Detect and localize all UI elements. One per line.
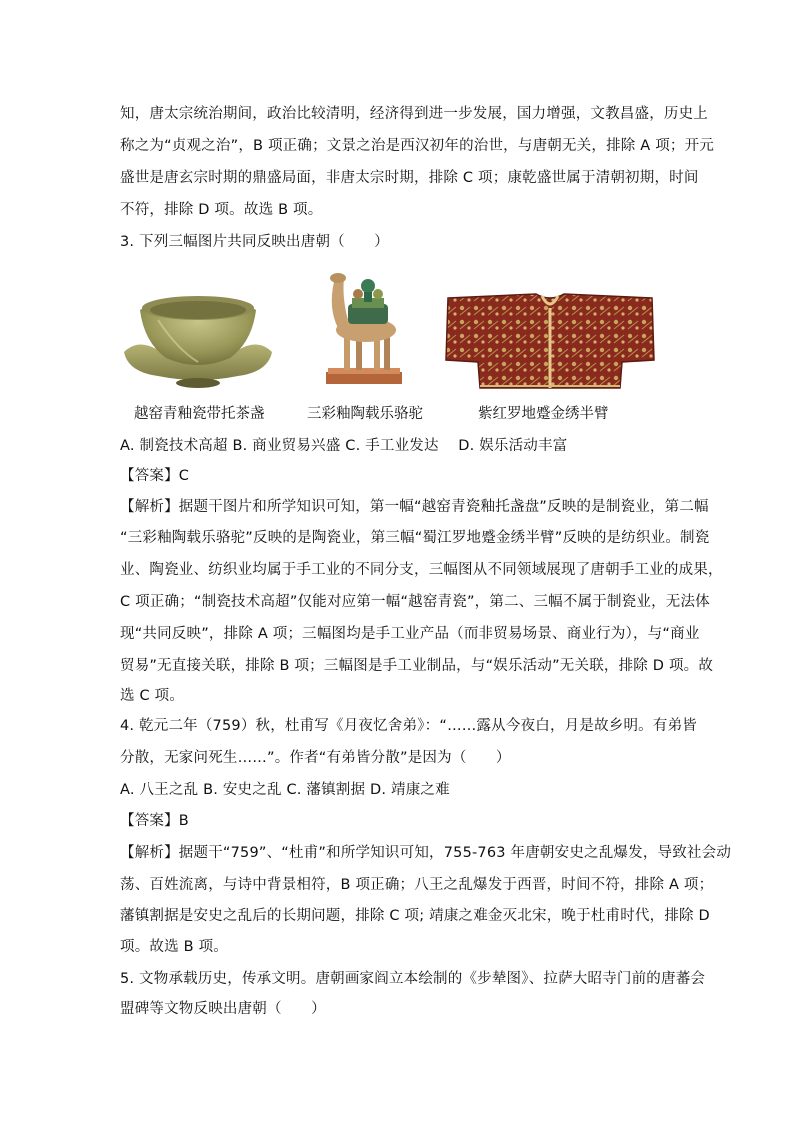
text-line: “三彩釉陶载乐骆驼”反映的是陶瓷业，第三幅“蜀江罗地蹙金绣半臂”反映的是纺织业。制瓷 xyxy=(120,530,710,546)
embroidered-half-sleeve-icon xyxy=(444,290,656,390)
text-line: 称之为“贞观之治”，B 项正确；文景之治是西汉初年的治世，与唐朝无关，排除 A 项；开元 xyxy=(120,138,715,154)
text-line: 知，唐太宗统治期间，政治比较清明，经济得到进一步发展，国力增强，文教昌盛，历史上 xyxy=(120,106,708,122)
tricolor-camel-icon xyxy=(318,268,410,388)
text-line: C 项正确；“制瓷技术高超”仅能对应第一幅“越窑青瓷”，第二、三幅不属于制瓷业，无法体 xyxy=(120,594,710,610)
question-5-stem: 5. 文物承载历史，传承文明。唐朝画家阎立本绘制的《步辇图》、拉萨大昭寺门前的唐蕃会 xyxy=(120,971,706,987)
question-3-stem: 3. 下列三幅图片共同反映出唐朝（ ） xyxy=(120,234,389,250)
analysis-line: 【解析】据题干“759”、“杜甫”和所学知识可知，755-763 年唐朝安史之乱爆发，导致社会动 xyxy=(120,845,732,861)
text-line: 盛世是唐玄宗时期的鼎盛局面，非唐太宗时期，排除 C 项；康乾盛世属于清朝初期，时间 xyxy=(120,170,699,186)
celadon-cup-image xyxy=(118,280,278,395)
text-line: 荡、百姓流离，与诗中背景相符，B 项正确；八王之乱爆发于西晋，时间不符，排除 A 项； xyxy=(120,877,714,893)
text-line: 贸易”无直接关联，排除 B 项；三幅图是手工业制品，与“娱乐活动”无关联，排除 D 项。故 xyxy=(120,658,714,674)
question-3-options: A. 制瓷技术高超 B. 商业贸易兴盛 C. 手工业发达 D. 娱乐活动丰富 xyxy=(120,438,568,454)
text-line: 选 C 项。 xyxy=(120,688,185,704)
analysis-line: 【解析】据题干图片和所学知识可知，第一幅“越窑青瓷釉托盏盘”反映的是制瓷业，第二幅 xyxy=(120,499,709,515)
celadon-cup-icon xyxy=(118,280,278,395)
text-line: 业、陶瓷业、纺织业均属于手工业的不同分支，三幅图从不同领域展现了唐朝手工业的成果， xyxy=(120,562,723,578)
text-line: 分散，无家问死生……”。作者“有弟皆分散”是因为（ ） xyxy=(120,750,511,766)
text-line: 盟碑等文物反映出唐朝（ ） xyxy=(120,1001,326,1017)
figure-caption-garment: 紫红罗地蹙金绣半臂 xyxy=(478,406,609,422)
embroidered-garment-image xyxy=(444,290,656,390)
figure-caption-camel: 三彩釉陶载乐骆驼 xyxy=(307,406,423,422)
text-line: 藩镇割据是安史之乱后的长期问题，排除 C 项; 靖康之难金灭北宋，晚于杜甫时代，排除 D xyxy=(120,908,710,924)
figure-caption-cup: 越窑青釉瓷带托茶盏 xyxy=(134,406,265,422)
text-line: 不符，排除 D 项。故选 B 项。 xyxy=(120,202,323,218)
answer-label: 【答案】C xyxy=(120,468,190,484)
question-4-options: A. 八王之乱 B. 安史之乱 C. 藩镇割据 D. 靖康之难 xyxy=(120,782,450,798)
text-line: 现“共同反映”，排除 A 项；三幅图均是手工业产品（而非贸易场景、商业行为），与“商业 xyxy=(120,626,700,642)
tricolor-camel-image xyxy=(318,268,410,388)
text-line: 项。故选 B 项。 xyxy=(120,939,228,955)
question-4-stem: 4. 乾元二年（759）秋，杜甫写《月夜忆舍弟》：“……露从今夜白，月是故乡明。有弟皆 xyxy=(120,718,697,734)
answer-label: 【答案】B xyxy=(120,813,189,829)
